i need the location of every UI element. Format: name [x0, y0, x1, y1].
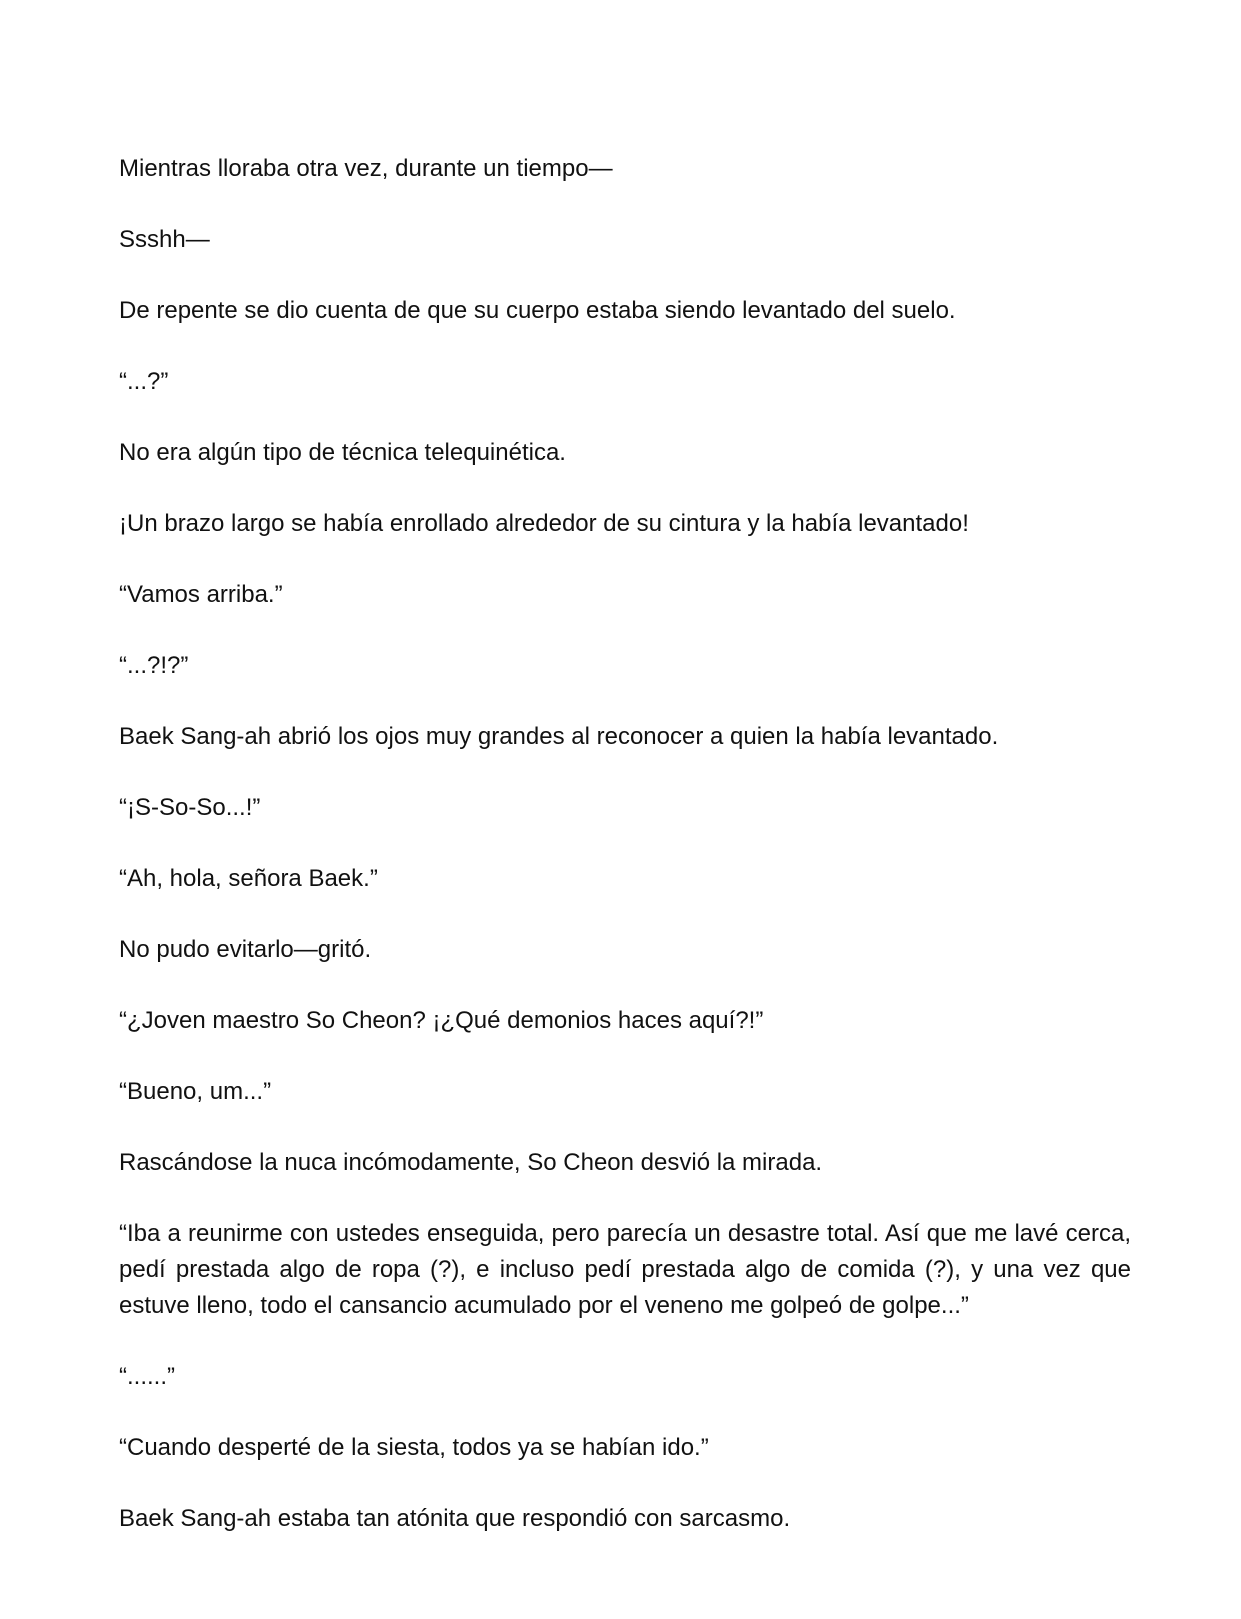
- paragraph: No pudo evitarlo—gritó.: [119, 936, 372, 963]
- paragraph: Baek Sang-ah estaba tan atónita que respondió con sarcasmo.: [119, 1505, 791, 1532]
- paragraph: “Vamos arriba.”: [119, 581, 283, 608]
- paragraph: Baek Sang-ah abrió los ojos muy grandes al reconocer a quien la había levantado.: [119, 723, 999, 750]
- paragraph: “...?”: [119, 368, 169, 395]
- paragraph: “¡S-So-So...!”: [119, 794, 261, 821]
- paragraph: Rascándose la nuca incómodamente, So Cheon desvió la mirada.: [119, 1149, 823, 1176]
- paragraph: Mientras lloraba otra vez, durante un tiempo—: [119, 155, 613, 182]
- paragraph: “Iba a reunirme con ustedes enseguida, pero parecía un desastre total. Así que me lavé cerca, pedí prestada algo de ropa (?), e incluso pedí prestada algo de comida (?), y una vez que estuve lleno, todo el cansancio acumulado por el veneno me golpeó de golpe...”: [119, 1220, 1131, 1319]
- paragraph: De repente se dio cuenta de que su cuerpo estaba siendo levantado del suelo.: [119, 297, 956, 324]
- paragraph: “...?!?”: [119, 652, 189, 679]
- paragraph: “Bueno, um...”: [119, 1078, 272, 1105]
- document-body: [119, 151, 1131, 1572]
- paragraph: “Cuando desperté de la siesta, todos ya se habían ido.”: [119, 1434, 709, 1461]
- paragraph: “......”: [119, 1363, 175, 1390]
- paragraph: “¿Joven maestro So Cheon? ¡¿Qué demonios haces aquí?!”: [119, 1007, 764, 1034]
- paragraph: ¡Un brazo largo se había enrollado alrededor de su cintura y la había levantado!: [119, 510, 969, 537]
- paragraph: Ssshh—: [119, 226, 210, 253]
- paragraph: No era algún tipo de técnica telequinética.: [119, 439, 566, 466]
- paragraph: “Ah, hola, señora Baek.”: [119, 865, 378, 892]
